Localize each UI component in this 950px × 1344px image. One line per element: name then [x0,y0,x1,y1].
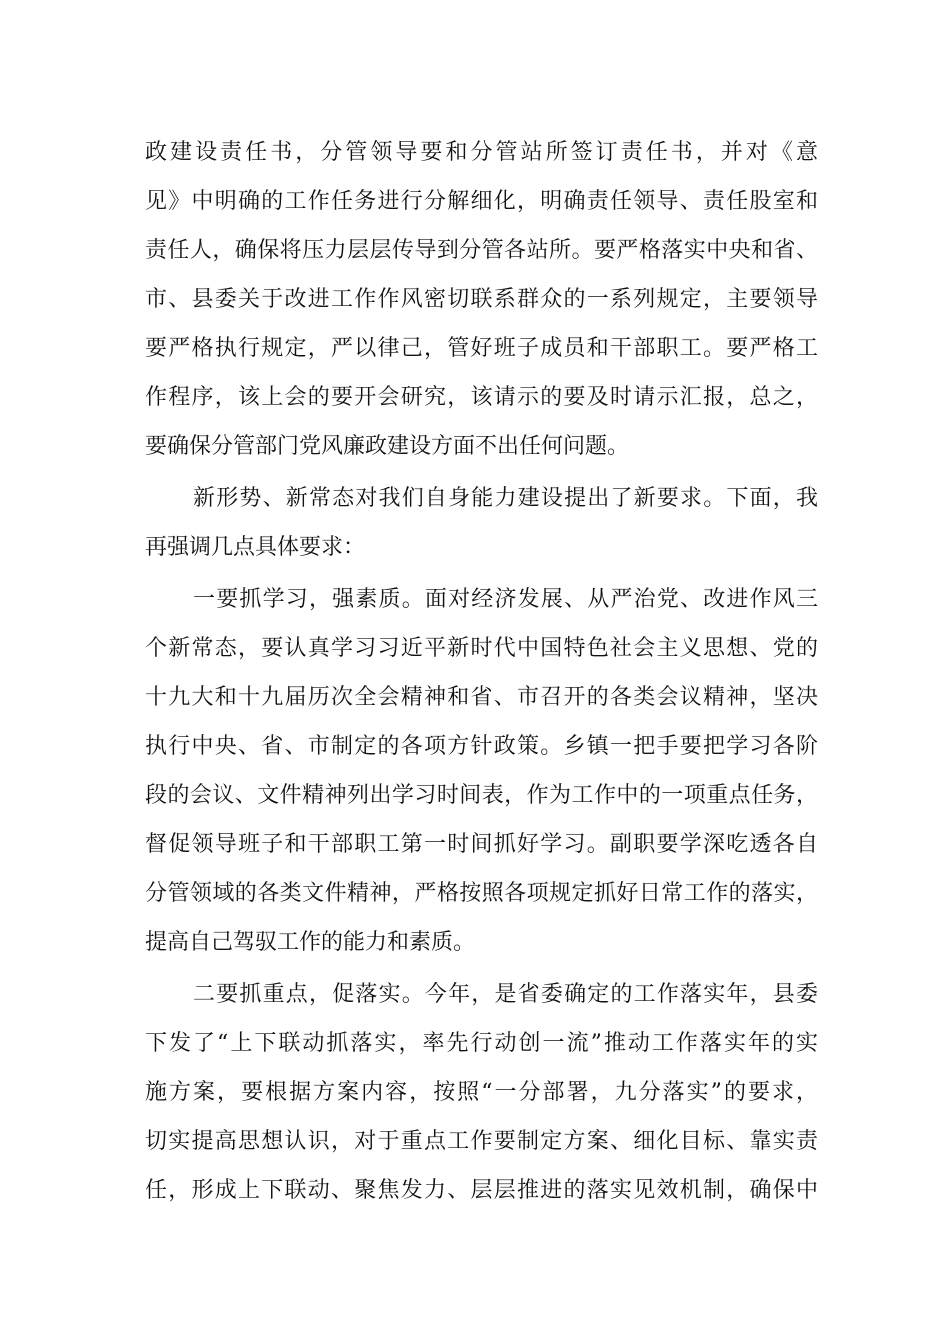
text-line: 市、县委关于改进工作作风密切联系群众的一系列规定，主要领导 [145,287,818,312]
paragraph [145,970,818,1215]
text-line: 段的会议、文件精神列出学习时间表，作为工作中的一项重点任务， [145,783,818,808]
text-line: 见》中明确的工作任务进行分解细化，明确责任领导、责任股室和 [145,189,818,214]
text-line: 分管领域的各类文件精神，严格按照各项规定抓好日常工作的落实， [145,881,818,906]
text-line: 一要抓学习，强素质。面对经济发展、从严治党、改进作风三 [193,587,818,612]
text-line: 执行中央、省、市制定的各项方针政策。乡镇一把手要把学习各阶 [145,734,818,759]
text-line: 要严格执行规定，严以律己，管好班子成员和干部职工。要严格工 [145,336,818,361]
text-line: 督促领导班子和干部职工第一时间抓好学习。副职要学深吃透各自 [145,832,818,857]
text-line: 作程序，该上会的要开会研究，该请示的要及时请示汇报，总之， [145,385,818,410]
paragraph [145,474,818,572]
text-line: 要确保分管部门党风廉政建设方面不出任何问题。 [145,434,630,459]
text-line: 责任人，确保将压力层层传导到分管各站所。要严格落实中央和省、 [145,238,818,263]
text-line: 二要抓重点，促落实。今年，是省委确定的工作落实年，县委 [193,982,818,1007]
text-line: 提高自己驾驭工作的能力和素质。 [145,930,476,955]
text-line: 切实提高思想认识，对于重点工作要制定方案、细化目标、靠实责 [145,1129,818,1154]
text-line: 新形势、新常态对我们自身能力建设提出了新要求。下面，我 [193,486,818,511]
document-page [145,128,818,1218]
paragraph [145,575,818,967]
text-line: 政建设责任书，分管领导要和分管站所签订责任书，并对《意 [145,140,818,165]
text-line: 个新常态，要认真学习习近平新时代中国特色社会主义思想、党的 [145,636,818,661]
text-line: 再强调几点具体要求： [145,535,366,560]
text-line: 施方案，要根据方案内容，按照“一分部署，九分落实”的要求， [145,1080,818,1105]
text-line: 下发了“上下联动抓落实，率先行动创一流”推动工作落实年的实 [145,1031,818,1056]
paragraph [145,128,818,471]
text-line: 任，形成上下联动、聚焦发力、层层推进的落实见效机制，确保中 [145,1178,818,1203]
text-line: 十九大和十九届历次全会精神和省、市召开的各类会议精神，坚决 [145,685,818,710]
